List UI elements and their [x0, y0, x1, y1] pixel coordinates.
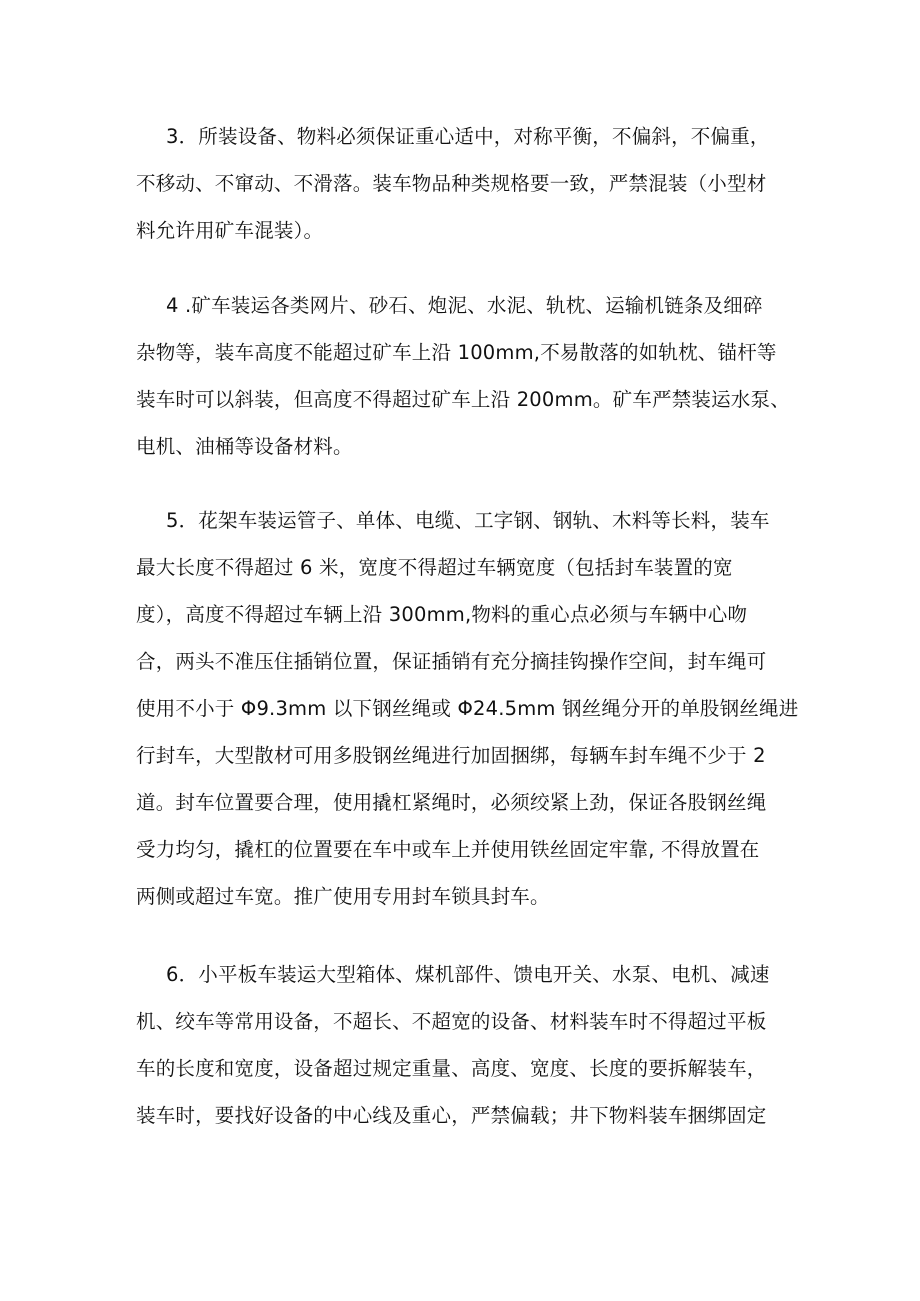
paragraph-line: 道。封车位置要合理，使用撬杠紧绳时，必须绞紧上劲，保证各股钢丝绳: [136, 791, 767, 814]
paragraph-item-6: [136, 951, 786, 1139]
paragraph-line: 3．所装设备、物料必须保证重心适中，对称平衡，不偏斜，不偏重，: [166, 125, 770, 148]
paragraph-item-3: [136, 113, 786, 254]
paragraph-line: 不移动、不窜动、不滑落。装车物品种类规格要一致，严禁混装（小型材: [136, 172, 767, 195]
paragraph-line: 受力均匀，撬杠的位置要在车中或车上并使用铁丝固定牢靠, 不得放置在: [136, 838, 760, 861]
paragraph-item-5: [136, 497, 799, 920]
paragraph-line: 料允许用矿车混装）。: [136, 219, 324, 242]
paragraph-line: 装车时可以斜装，但高度不得超过矿车上沿 200mm。矿车严禁装运水泵、: [136, 388, 790, 411]
paragraph-line: 合，两头不准压住插销位置，保证插销有充分摘挂钩操作空间，封车绳可: [136, 650, 767, 673]
paragraph-line: 度），高度不得超过车辆上沿 300mm,物料的重心点必须与车辆中心吻: [136, 603, 748, 626]
paragraph-line: 6．小平板车装运大型箱体、煤机部件、馈电开关、水泵、电机、减速: [166, 963, 770, 986]
paragraph-line: 5．花架车装运管子、单体、电缆、工字钢、钢轨、木料等长料，装车: [166, 509, 770, 532]
paragraph-line: 行封车，大型散材可用多股钢丝绳进行加固捆绑，每辆车封车绳不少于 2: [136, 744, 766, 767]
paragraph-line: 最大长度不得超过 6 米，宽度不得超过车辆宽度（包括封车装置的宽: [136, 556, 733, 579]
paragraph-line: 使用不小于 Φ9.3mm 以下钢丝绳或 Φ24.5mm 钢丝绳分开的单股钢丝绳进: [136, 697, 799, 720]
paragraph-line: 杂物等，装车高度不能超过矿车上沿 100mm,不易散落的如轨枕、锚杆等: [136, 341, 777, 364]
paragraph-line: 机、绞车等常用设备，不超长、不超宽的设备、材料装车时不得超过平板: [136, 1010, 767, 1033]
paragraph-item-4: [136, 282, 790, 470]
paragraph-line: 车的长度和宽度，设备超过规定重量、高度、宽度、长度的要拆解装车，: [136, 1057, 767, 1080]
paragraph-line: 两侧或超过车宽。推广使用专用封车锁具封车。: [136, 885, 550, 908]
paragraph-line: 装车时，要找好设备的中心线及重心，严禁偏载；井下物料装车捆绑固定: [136, 1104, 767, 1127]
paragraph-line: 电机、油桶等设备材料。: [136, 435, 353, 458]
paragraph-line: 4 .矿车装运各类网片、砂石、炮泥、水泥、轨枕、运输机链条及细碎: [166, 294, 763, 317]
